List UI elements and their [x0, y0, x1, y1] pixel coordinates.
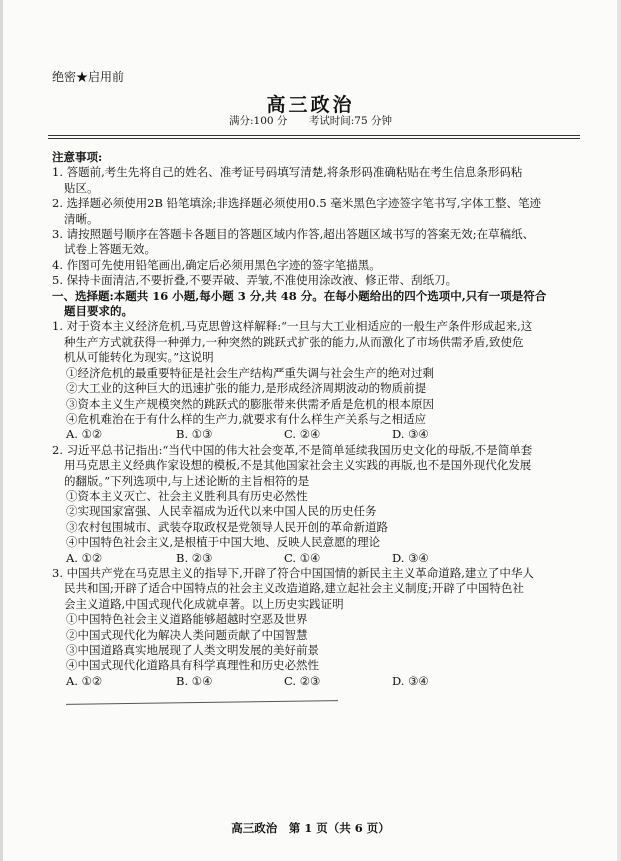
question-2-statement: ①资本主义灭亡、社会主义胜利具有历史必然性: [66, 488, 308, 503]
question-3-statement: ②中国式现代化为解决人类问题贡献了中国智慧: [66, 627, 308, 642]
question-1-statement: ②大工业的这种巨大的迅速扩张的能力,是形成经济周期波动的物质前提: [66, 381, 427, 396]
page-edge-left: [0, 0, 3, 861]
exam-content: [52, 150, 586, 689]
note-line: 5. 保持卡面清洁,不要折叠,不要弄破、弄皱,不准使用涂改液、修正带、刮纸刀。: [52, 273, 458, 288]
page-edge-right: [617, 0, 621, 861]
question-3-stem: 3. 中国共产党在马克思主义的指导下,开辟了符合中国国情的新民主主义革命道路,建立了中华人: [52, 565, 534, 580]
option-d: D. ③④: [392, 673, 429, 688]
question-2-stem: 的翻版。”下列选项中,与上述论断的主旨相符的是: [64, 473, 310, 488]
confidential-mark: 绝密★启用前: [52, 70, 125, 84]
question-3-statement: ①中国特色社会主义道路能够超越时空恶及世界: [66, 612, 308, 627]
option-b: B. ②③: [176, 550, 213, 565]
option-c: C. ②④: [284, 427, 321, 442]
question-2-statement: ②实现国家富强、人民幸福成为近代以来中国人民的历史任务: [66, 504, 377, 519]
note-line: 3. 请按照题号顺序在答题卡各题目的答题区域内作答,超出答题区域书写的答案无效;在草稿纸、: [52, 227, 535, 242]
question-2-statement: ③农村包围城市、武装夺取政权是党领导人民开创的革命新道路: [66, 519, 388, 534]
question-3-stem: 会主义道路,中国式现代化成就卓著。以上历史实践证明: [64, 596, 344, 611]
note-line: 1. 答题前,考生先将自己的姓名、准考证号码填写清楚,将条形码准确粘贴在考生信息条形码粘: [52, 165, 523, 180]
header-rule-top: [48, 135, 580, 136]
notes-heading: 注意事项:: [52, 150, 103, 164]
option-b: B. ①④: [176, 673, 213, 688]
question-1-stem: 1. 对于资本主义经济危机,马克思曾这样解释:“一旦与大工业相适应的一般生产条件形成起来,这: [52, 319, 533, 334]
note-line: 2. 选择题必须使用2B 铅笔填涂;非选择题必须使用0.5 毫米黑色字迹签字笔书写,字体工整、笔迹: [52, 196, 542, 211]
question-3-options: [52, 674, 586, 689]
option-d: D. ③④: [392, 427, 429, 442]
section-heading: 一、选择题:本题共 16 小题,每小题 3 分,共 48 分。在每小题给出的四个选项中,只有一项是符合: [52, 288, 547, 303]
section-heading-cont: 题目要求的。: [64, 304, 133, 319]
question-1-stem: 机从可能转化为现实。”这说明: [64, 350, 214, 365]
question-2-stem: 用马克思主义经典作家设想的模板,不是其他国家社会主义实践的再版,也不是国外现代化发展: [64, 458, 532, 473]
option-c: C. ①④: [284, 550, 321, 565]
question-3-statement: ④中国式现代化道路具有科学真理性和历史必然性: [66, 658, 319, 673]
question-3-statement: ③中国道路真实地展现了人类文明发展的美好前景: [66, 643, 319, 657]
option-a: A. ①②: [66, 427, 103, 442]
question-1-options: [52, 427, 586, 442]
question-1-statement: ①经济危机的最重要特征是社会生产结构严重失调与社会生产的绝对过剩: [66, 365, 434, 380]
option-d: D. ③④: [392, 550, 429, 565]
page-footer: 高三政治 第 1 页（共 6 页）: [231, 821, 390, 835]
full-score: 满分:100 分: [228, 115, 288, 127]
hand-drawn-line: [66, 700, 338, 705]
question-1-statement: ③资本主义生产规模突然的跳跃式的膨胀带来供需矛盾是危机的根本原因: [66, 396, 434, 411]
note-line: 4. 作图可先使用铅笔画出,确定后必须用黑色字迹的签字笔描黑。: [52, 257, 381, 272]
question-2-options: [52, 551, 586, 566]
exam-time: 考试时间:75 分钟: [308, 115, 392, 127]
question-2-statement: ④中国特色社会主义,是根植于中国大地、反映人民意愿的理论: [66, 535, 381, 550]
note-line: 贴区。: [64, 180, 99, 195]
exam-meta: [0, 113, 621, 128]
option-b: B. ①③: [176, 427, 213, 442]
exam-title: 高三政治: [266, 94, 355, 116]
note-line: 试卷上答题无效。: [64, 242, 156, 257]
question-2-stem: 2. 习近平总书记指出:“当代中国的伟大社会变革,不是简单延续我国历史文化的母版,不是简单套: [52, 442, 533, 457]
question-3-stem: 民共和国;开辟了适合中国特点的社会主义改造道路,建立起社会主义制度;开辟了中国特色社: [64, 581, 524, 596]
option-c: C. ②③: [284, 673, 321, 688]
option-a: A. ①②: [66, 550, 103, 565]
question-1-stem: 种生产方式就获得一种弹力,一种突然的跳跃式扩张的能力,从而激化了市场供需矛盾,致使危: [64, 334, 524, 349]
note-line: 清晰。: [64, 211, 99, 226]
question-1-statement: ④危机难治在于有什么样的生产力,就要求有什么样生产关系与之相适应: [66, 411, 427, 426]
option-a: A. ①②: [66, 673, 103, 688]
header-rule-bottom: [48, 138, 580, 139]
